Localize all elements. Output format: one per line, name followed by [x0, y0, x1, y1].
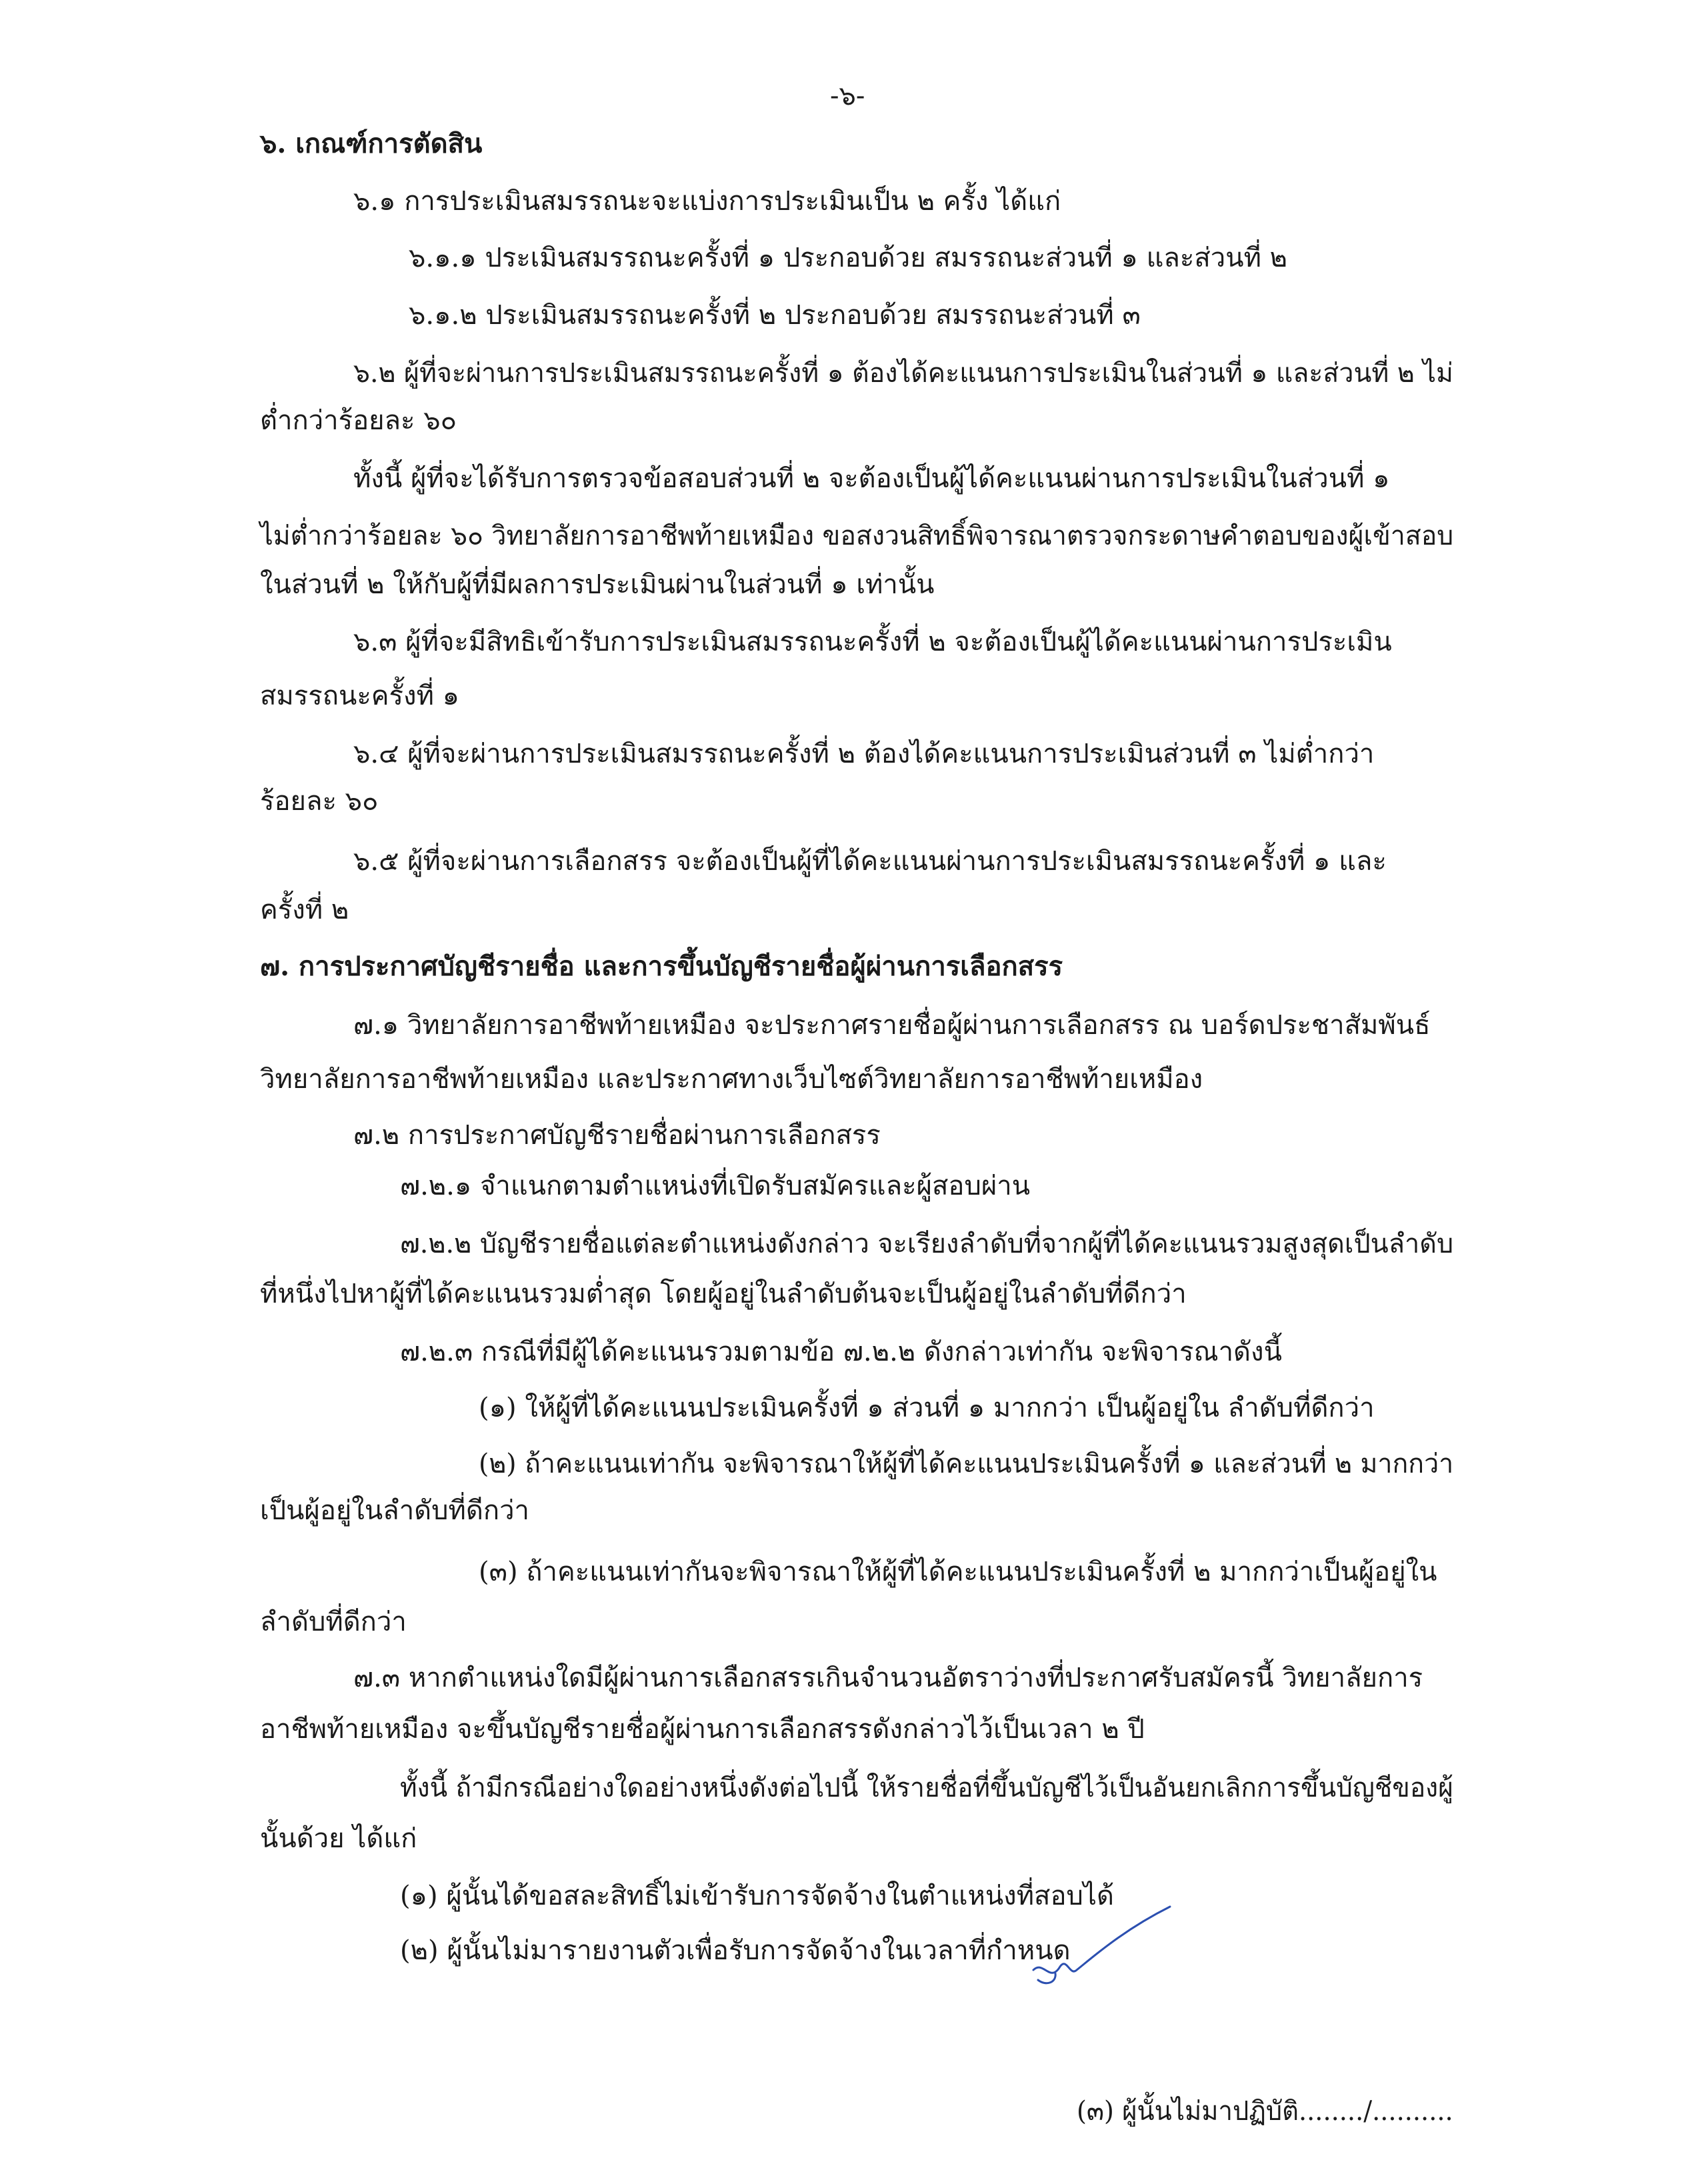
para-7-note-line1: ทั้งนี้ ถ้ามีกรณีอย่างใดอย่างหนึ่งดังต่อไปนี้ ให้รายชื่อที่ขึ้นบัญชีไว้เป็นอันยกเลิกการขึ้นบัญชีของผู้: [400, 1773, 1453, 1803]
para-6-5-line2: ครั้งที่ ๒: [260, 895, 349, 925]
para-6-1-2: ๖.๑.๒ ประเมินสมรรถนะครั้งที่ ๒ ประกอบด้วย สมรรถนะส่วนที่ ๓: [409, 300, 1141, 331]
para-7-note-line2: นั้นด้วย ได้แก่: [260, 1823, 417, 1854]
disqualify-1: (๑) ผู้นั้นได้ขอสละสิทธิ์ไม่เข้ารับการจัดจ้างในตำแหน่งที่สอบได้: [400, 1881, 1114, 1911]
para-7-3-line1: ๗.๓ หากตำแหน่งใดมีผู้ผ่านการเลือกสรรเกินจำนวนอัตราว่างที่ประกาศรับสมัครนี้ วิทยาลัยการ: [353, 1663, 1423, 1693]
signature-tail: [1038, 1973, 1055, 1983]
para-6-note-line1: ทั้งนี้ ผู้ที่จะได้รับการตรวจข้อสอบส่วนที่ ๒ จะต้องเป็นผู้ได้คะแนนผ่านการประเมินในส่วนที่ ๑: [353, 463, 1390, 494]
criterion-2-line2: เป็นผู้อยู่ในลำดับที่ดีกว่า: [260, 1495, 530, 1526]
para-6-3-line1: ๖.๓ ผู้ที่จะมีสิทธิเข้ารับการประเมินสมรรถนะครั้งที่ ๒ จะต้องเป็นผู้ได้คะแนนผ่านการประเมิน: [353, 627, 1392, 657]
para-6-note-line2: ไม่ต่ำกว่าร้อยละ ๖๐ วิทยาลัยการอาชีพท้ายเหมือง ขอสงวนสิทธิ์พิจารณาตรวจกระดาษคำตอบของผู้เข้าสอบ: [260, 521, 1454, 551]
para-6-4-line2: ร้อยละ ๖๐: [260, 786, 379, 817]
para-6-2-line2: ต่ำกว่าร้อยละ ๖๐: [260, 405, 457, 436]
section7-heading: ๗. การประกาศบัญชีรายชื่อ และการขึ้นบัญชีรายชื่อผู้ผ่านการเลือกสรร: [260, 951, 1063, 982]
para-6-note-line3: ในส่วนที่ ๒ ให้กับผู้ที่มีผลการประเมินผ่านในส่วนที่ ๑ เท่านั้น: [260, 569, 935, 600]
criterion-1: (๑) ให้ผู้ที่ได้คะแนนประเมินครั้งที่ ๑ ส่วนที่ ๑ มากกว่า เป็นผู้อยู่ใน ลำดับที่ดีกว่า: [479, 1393, 1375, 1423]
disqualify-2: (๒) ผู้นั้นไม่มารายงานตัวเพื่อรับการจัดจ้างในเวลาที่กำหนด: [400, 1935, 1071, 1966]
para-6-5-line1: ๖.๕ ผู้ที่จะผ่านการเลือกสรร จะต้องเป็นผู้ที่ได้คะแนนผ่านการประเมินสมรรถนะครั้งที่ ๑ และ: [353, 846, 1387, 877]
para-7-1-line2: วิทยาลัยการอาชีพท้ายเหมือง และประกาศทางเว็บไซต์วิทยาลัยการอาชีพท้ายเหมือง: [260, 1064, 1203, 1095]
criterion-3-line2: ลำดับที่ดีกว่า: [260, 1607, 407, 1637]
page-number: -๖-: [830, 81, 865, 111]
footer-continuation: (๓) ผู้นั้นไม่มาปฏิบัติ......../..........: [1077, 2096, 1453, 2127]
para-7-2: ๗.๒ การประกาศบัญชีรายชื่อผ่านการเลือกสรร: [353, 1120, 881, 1151]
signature-stroke: [1033, 1907, 1170, 1973]
signature-scribble: [1030, 1903, 1177, 1997]
criterion-3-line1: (๓) ถ้าคะแนนเท่ากันจะพิจารณาให้ผู้ที่ได้คะแนนประเมินครั้งที่ ๒ มากกว่าเป็นผู้อยู่ใน: [479, 1557, 1437, 1587]
para-7-1-line1: ๗.๑ วิทยาลัยการอาชีพท้ายเหมือง จะประกาศรายชื่อผู้ผ่านการเลือกสรร ณ บอร์ดประชาสัมพันธ์: [353, 1010, 1431, 1041]
para-6-1: ๖.๑ การประเมินสมรรถนะจะแบ่งการประเมินเป็น ๒ ครั้ง ได้แก่: [353, 186, 1061, 217]
para-6-4-line1: ๖.๔ ผู้ที่จะผ่านการประเมินสมรรถนะครั้งที่ ๒ ต้องได้คะแนนการประเมินส่วนที่ ๓ ไม่ต่ำกว่า: [353, 739, 1375, 769]
para-7-2-3: ๗.๒.๓ กรณีที่มีผู้ได้คะแนนรวมตามข้อ ๗.๒.๒ ดังกล่าวเท่ากัน จะพิจารณาดังนี้: [400, 1337, 1282, 1367]
para-6-3-line2: สมรรถนะครั้งที่ ๑: [260, 681, 460, 711]
section6-heading: ๖. เกณฑ์การตัดสิน: [260, 128, 483, 159]
para-7-2-2-line2: ที่หนึ่งไปหาผู้ที่ได้คะแนนรวมต่ำสุด โดยผู้อยู่ในลำดับต้นจะเป็นผู้อยู่ในลำดับที่ดีกว่า: [260, 1279, 1187, 1309]
para-7-2-2-line1: ๗.๒.๒ บัญชีรายชื่อแต่ละตำแหน่งดังกล่าว จะเรียงลำดับที่จากผู้ที่ได้คะแนนรวมสูงสุดเป็นลำดับ: [400, 1229, 1454, 1259]
para-6-2-line1: ๖.๒ ผู้ที่จะผ่านการประเมินสมรรถนะครั้งที่ ๑ ต้องได้คะแนนการประเมินในส่วนที่ ๑ และส่วนที่ ๒ ไม่: [353, 358, 1453, 389]
criterion-2-line1: (๒) ถ้าคะแนนเท่ากัน จะพิจารณาให้ผู้ที่ได้คะแนนประเมินครั้งที่ ๑ และส่วนที่ ๒ มากกว่า: [479, 1449, 1454, 1479]
para-7-3-line2: อาชีพท้ายเหมือง จะขึ้นบัญชีรายชื่อผู้ผ่านการเลือกสรรดังกล่าวไว้เป็นเวลา ๒ ปี: [260, 1714, 1145, 1745]
para-6-1-1: ๖.๑.๑ ประเมินสมรรถนะครั้งที่ ๑ ประกอบด้วย สมรรถนะส่วนที่ ๑ และส่วนที่ ๒: [409, 243, 1288, 273]
para-7-2-1: ๗.๒.๑ จำแนกตามตำแหน่งที่เปิดรับสมัครและผู้สอบผ่าน: [400, 1171, 1031, 1201]
